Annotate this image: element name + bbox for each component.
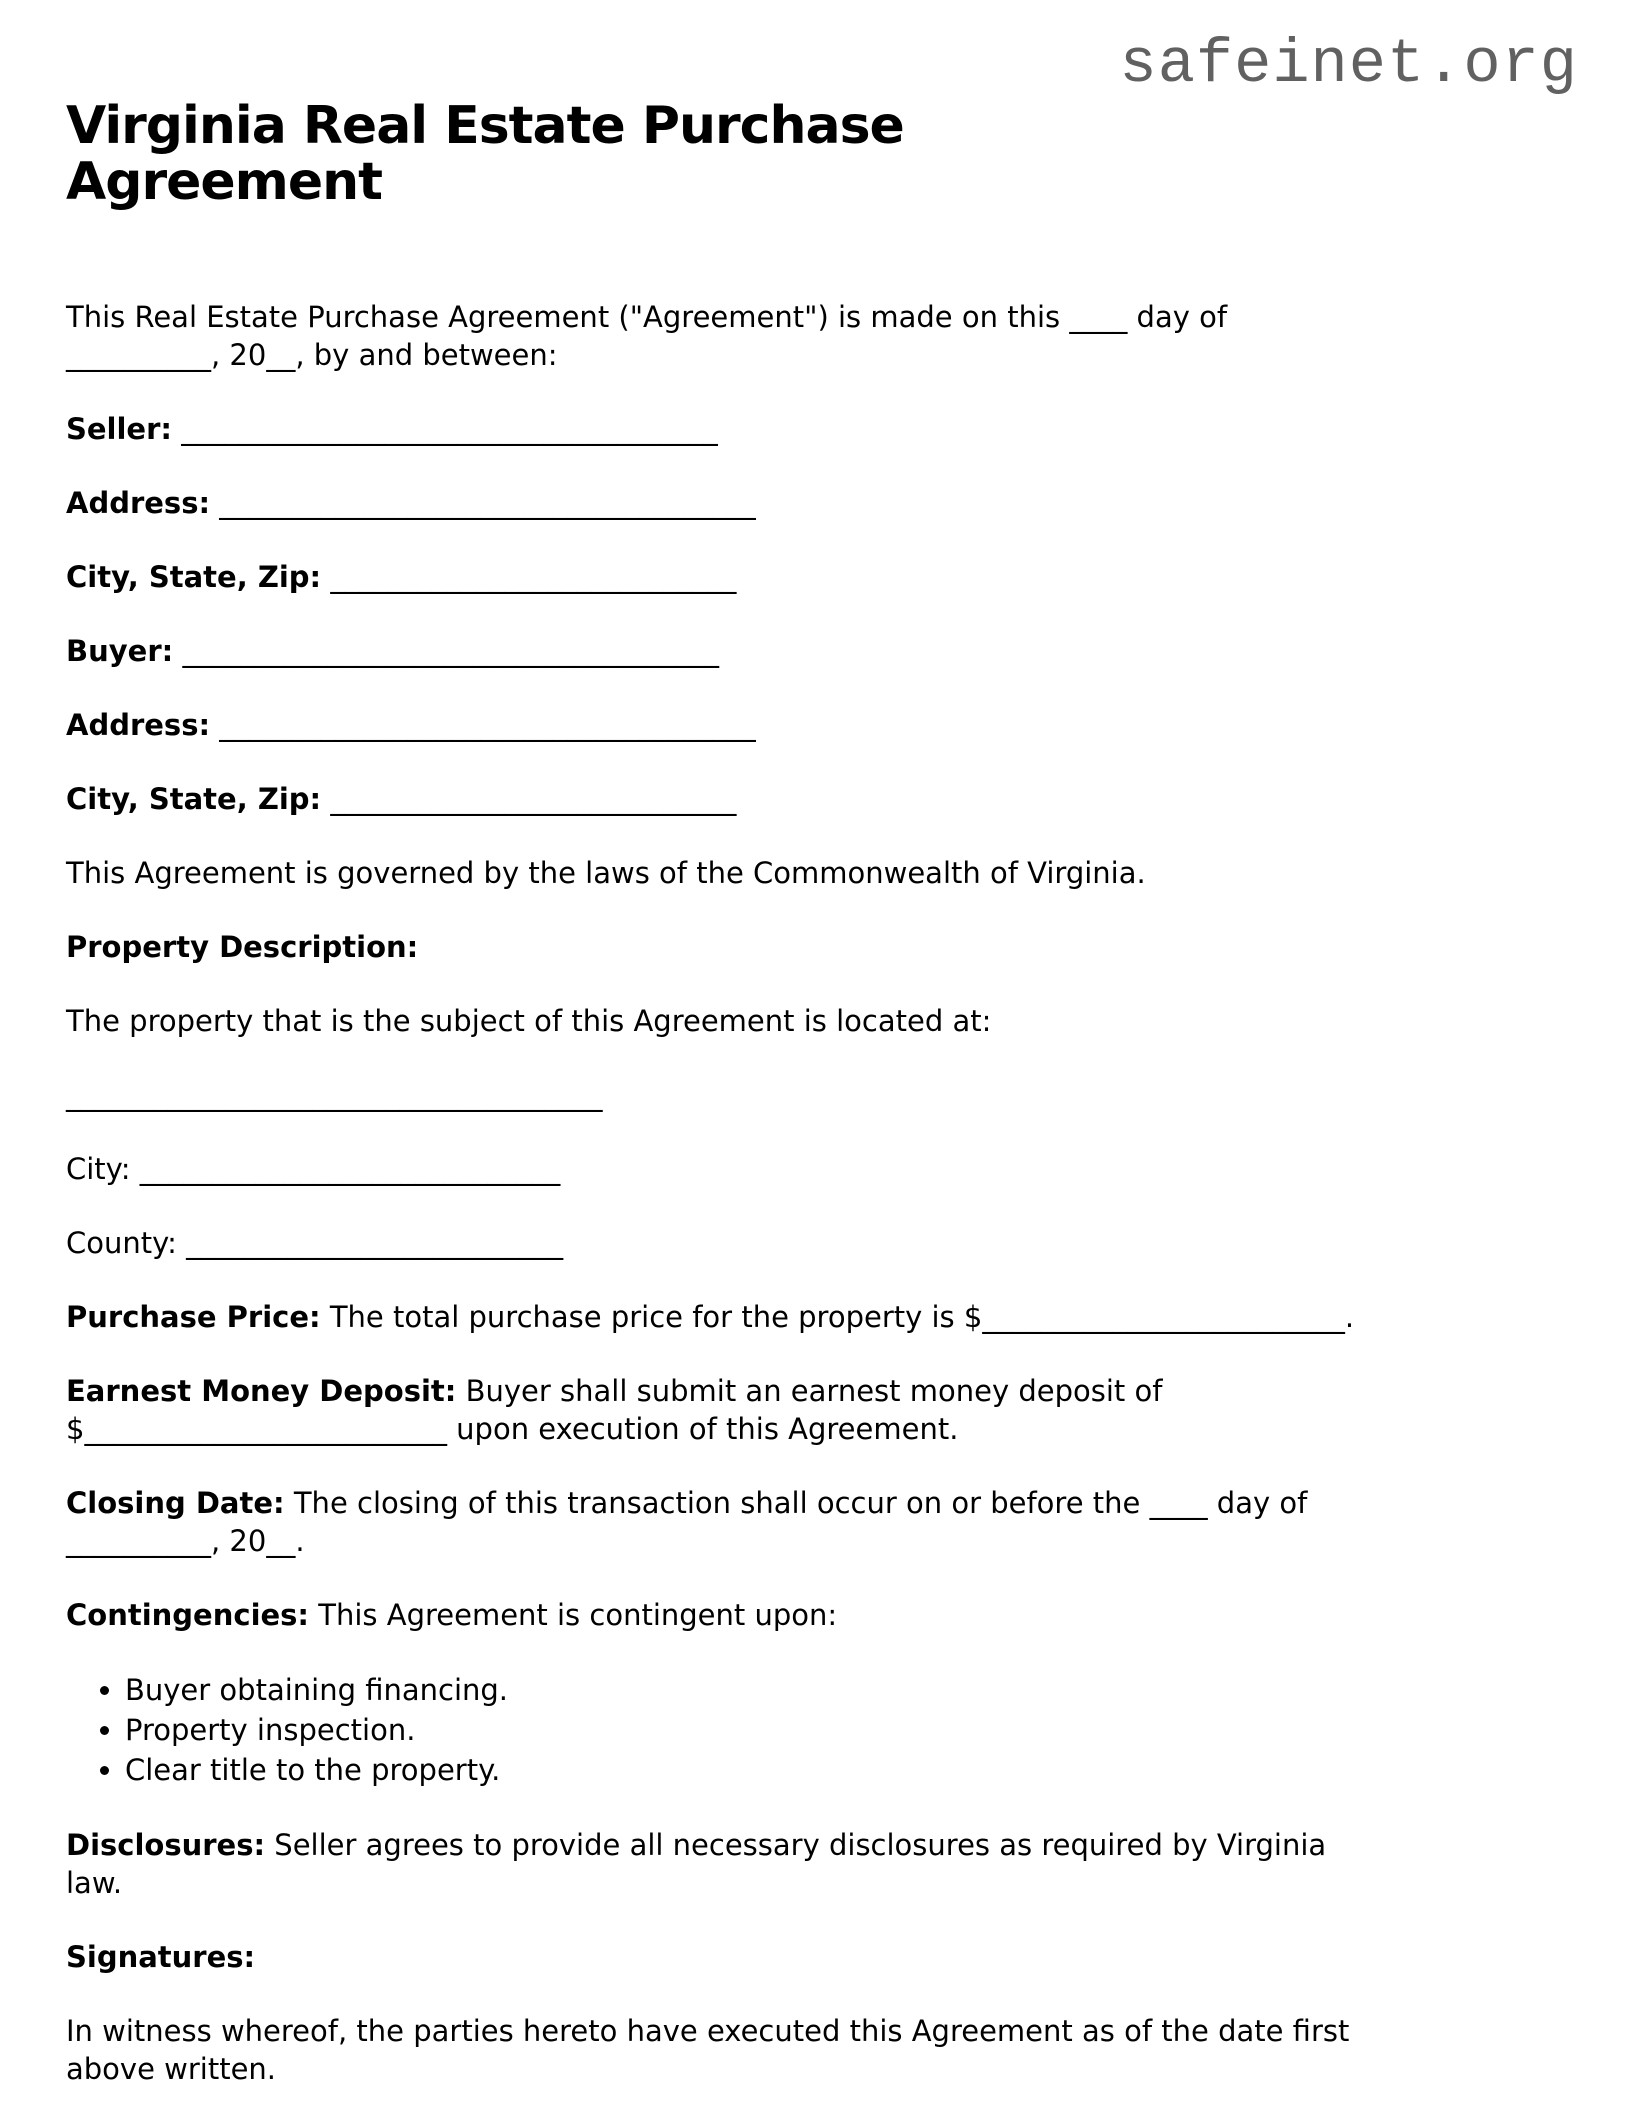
signatures-heading-text: Signatures:: [66, 1940, 256, 1974]
intro-line2: __________, 20__, by and between:: [66, 338, 558, 372]
witness-paragraph: [66, 2012, 1578, 2088]
property-address-blank-line: _____________________________________: [66, 1078, 603, 1112]
contingency-item: • Clear title to the property.: [125, 1750, 1578, 1790]
property-description-heading: [66, 928, 1578, 966]
witness-line1: In witness whereof, the parties hereto have executed this Agreement as of the date first: [66, 2014, 1350, 2048]
closing-date-line1: The closing of this transaction shall occur on or before the ____ day of: [293, 1486, 1308, 1520]
buyer-label: Buyer:: [66, 634, 174, 668]
property-description-heading-text: Property Description:: [66, 930, 419, 964]
intro-paragraph: [66, 298, 1578, 374]
disclosures-line1: Seller agrees to provide all necessary disclosures as required by Virginia: [274, 1828, 1327, 1862]
seller-city-state-zip-blank-line: ____________________________: [330, 560, 737, 594]
property-county-label: County:: [66, 1226, 177, 1260]
field-seller: [66, 410, 1578, 448]
witness-line2: above written.: [66, 2052, 277, 2086]
page-title-line1: Virginia Real Estate Purchase: [66, 96, 904, 156]
earnest-money-line2: $_________________________ upon execution of this Agreement.: [66, 1412, 959, 1446]
buyer-city-state-zip-blank-line: ____________________________: [330, 782, 737, 816]
buyer-blank-line: _____________________________________: [182, 634, 719, 668]
signatures-heading: [66, 1938, 1578, 1976]
contingencies-paragraph: [66, 1596, 1578, 1634]
field-buyer: [66, 632, 1578, 670]
earnest-money-label: Earnest Money Deposit:: [66, 1374, 457, 1408]
seller-address-label: Address:: [66, 486, 211, 520]
field-property-county: [66, 1224, 1578, 1262]
property-address-blank-paragraph: [66, 1076, 1578, 1114]
seller-label: Seller:: [66, 412, 173, 446]
contingency-item: • Property inspection.: [125, 1710, 1578, 1750]
field-buyer-city-state-zip: [66, 780, 1578, 818]
buyer-address-label: Address:: [66, 708, 211, 742]
seller-city-state-zip-label: City, State, Zip:: [66, 560, 322, 594]
page-title-line2: Agreement: [66, 152, 382, 212]
page-title: [66, 98, 1578, 210]
seller-blank-line: _____________________________________: [181, 412, 718, 446]
property-location-paragraph: The property that is the subject of this Agreement is located at:: [66, 1004, 992, 1038]
intro-line1: This Real Estate Purchase Agreement ("Agreement") is made on this ____ day of: [66, 300, 1228, 334]
field-property-city: [66, 1150, 1578, 1188]
closing-date-paragraph: [66, 1484, 1578, 1560]
governing-law-paragraph: This Agreement is governed by the laws of the Commonwealth of Virginia.: [66, 856, 1146, 890]
property-city-label: City:: [66, 1152, 131, 1186]
contingency-item: • Buyer obtaining financing.: [125, 1670, 1578, 1710]
field-buyer-address: [66, 706, 1578, 744]
seller-address-blank-line: _____________________________________: [219, 486, 756, 520]
purchase-price-label: Purchase Price:: [66, 1300, 321, 1334]
contingency-list: [66, 1670, 1578, 1790]
disclosures-label: Disclosures:: [66, 1828, 266, 1862]
site-watermark: safeinet.org: [1119, 29, 1578, 100]
disclosures-line2: law.: [66, 1866, 123, 1900]
closing-date-line2: __________, 20__.: [66, 1524, 305, 1558]
contingencies-text: This Agreement is contingent upon:: [318, 1598, 838, 1632]
property-city-blank-line: _____________________________: [139, 1152, 561, 1186]
earnest-money-line1: Buyer shall submit an earnest money deposit of: [465, 1374, 1163, 1408]
earnest-money-paragraph: [66, 1372, 1578, 1448]
buyer-address-blank-line: _____________________________________: [219, 708, 756, 742]
disclosures-paragraph: [66, 1826, 1578, 1902]
property-county-blank-line: __________________________: [186, 1226, 564, 1260]
field-seller-city-state-zip: [66, 558, 1578, 596]
buyer-city-state-zip-label: City, State, Zip:: [66, 782, 322, 816]
purchase-price-paragraph: [66, 1298, 1578, 1336]
contingencies-label: Contingencies:: [66, 1598, 310, 1632]
field-seller-address: [66, 484, 1578, 522]
closing-date-label: Closing Date:: [66, 1486, 285, 1520]
purchase-price-text: The total purchase price for the property is $_________________________.: [329, 1300, 1355, 1334]
